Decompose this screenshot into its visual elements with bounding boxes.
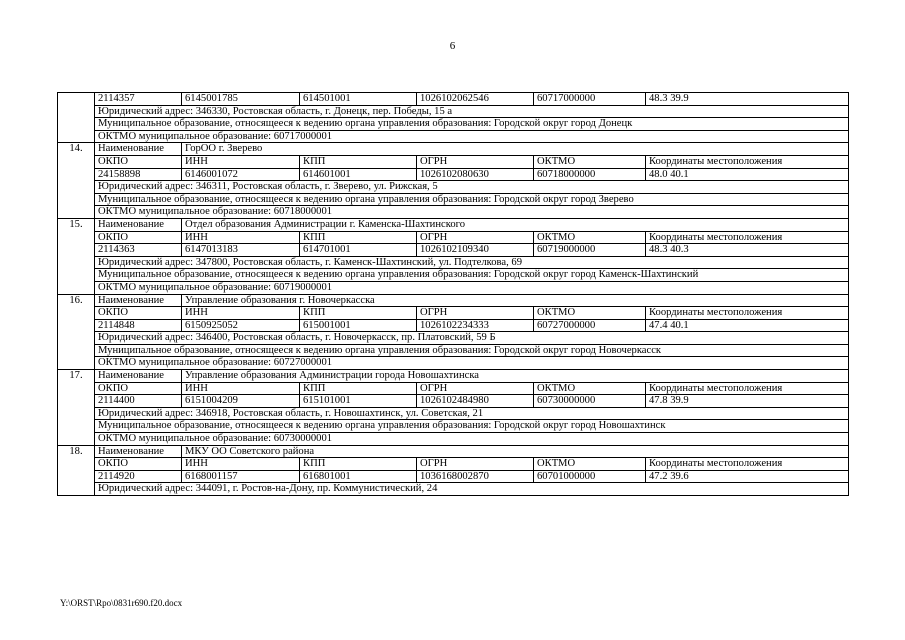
table-row [58, 168, 849, 181]
ogrn-value: 1026102062546 [417, 93, 534, 106]
table-row [58, 244, 849, 257]
kpp-value: 615001001 [300, 319, 417, 332]
inn-header: ИНН [182, 231, 300, 244]
inn-value: 6151004209 [182, 395, 300, 408]
kpp-header: КПП [300, 382, 417, 395]
coordinates-header: Координаты местоположения [646, 458, 849, 471]
table-row [58, 294, 849, 307]
table-row [58, 445, 849, 458]
municipality: Муниципальное образование, относящееся к ведению органа управления образования: Городской округ город Зверево [95, 193, 849, 206]
ogrn-header: ОГРН [417, 155, 534, 168]
entry-number: 14. [58, 143, 95, 219]
oktmo-value: 60718000000 [534, 168, 646, 181]
coordinates-value: 48.3 39.9 [646, 93, 849, 106]
table-row [58, 118, 849, 131]
okpo-value: 2114357 [95, 93, 182, 106]
okpo-value: 24158898 [95, 168, 182, 181]
inn-header: ИНН [182, 307, 300, 320]
ogrn-header: ОГРН [417, 458, 534, 471]
inn-value: 6146001072 [182, 168, 300, 181]
organization-name: Управление образования г. Новочеркасска [182, 294, 849, 307]
organization-name: МКУ ОО Советского района [182, 445, 849, 458]
table-row [58, 231, 849, 244]
kpp-value: 616801001 [300, 470, 417, 483]
table-row [58, 193, 849, 206]
inn-value: 6145001785 [182, 93, 300, 106]
coordinates-value: 48.3 40.3 [646, 244, 849, 257]
okpo-header: ОКПО [95, 155, 182, 168]
table-row [58, 206, 849, 219]
inn-value: 6150925052 [182, 319, 300, 332]
table-row [58, 483, 849, 496]
coordinates-value: 47.8 39.9 [646, 395, 849, 408]
table-row [58, 256, 849, 269]
table-body [58, 93, 849, 496]
table-row [58, 319, 849, 332]
ogrn-value: 1026102484980 [417, 395, 534, 408]
oktmo-municipality: ОКТМО муниципальное образование: 60730000001 [95, 433, 849, 446]
table-row [58, 155, 849, 168]
oktmo-header: ОКТМО [534, 307, 646, 320]
table-row [58, 370, 849, 383]
oktmo-municipality: ОКТМО муниципальное образование: 60717000001 [95, 130, 849, 143]
name-label: Наименование [95, 218, 182, 231]
inn-value: 6147013183 [182, 244, 300, 257]
table-row [58, 307, 849, 320]
kpp-header: КПП [300, 307, 417, 320]
oktmo-header: ОКТМО [534, 382, 646, 395]
oktmo-municipality: ОКТМО муниципальное образование: 60727000001 [95, 357, 849, 370]
municipality: Муниципальное образование, относящееся к ведению органа управления образования: Городской округ город Новошахтинск [95, 420, 849, 433]
table-row [58, 357, 849, 370]
kpp-value: 614601001 [300, 168, 417, 181]
oktmo-header: ОКТМО [534, 231, 646, 244]
okpo-value: 2114920 [95, 470, 182, 483]
okpo-value: 2114363 [95, 244, 182, 257]
coordinates-header: Координаты местоположения [646, 307, 849, 320]
entry-number: 15. [58, 218, 95, 294]
okpo-value: 2114400 [95, 395, 182, 408]
table-row [58, 269, 849, 282]
table-row [58, 344, 849, 357]
document-path: Y:\ORST\Rpo\0831r690.f20.docx [60, 598, 183, 608]
table-row [58, 458, 849, 471]
ogrn-value: 1026102234333 [417, 319, 534, 332]
entry-number: 18. [58, 445, 95, 495]
name-label: Наименование [95, 370, 182, 383]
ogrn-header: ОГРН [417, 382, 534, 395]
ogrn-value: 1036168002870 [417, 470, 534, 483]
legal-address: Юридический адрес: 346330, Ростовская область, г. Донецк, пер. Победы, 15 а [95, 105, 849, 118]
name-label: Наименование [95, 445, 182, 458]
kpp-header: КПП [300, 231, 417, 244]
legal-address: Юридический адрес: 346400, Ростовская область, г. Новочеркасск, пр. Платовский, 59 Б [95, 332, 849, 345]
okpo-header: ОКПО [95, 231, 182, 244]
oktmo-header: ОКТМО [534, 458, 646, 471]
municipality: Муниципальное образование, относящееся к ведению органа управления образования: Городской округ город Донецк [95, 118, 849, 131]
kpp-header: КПП [300, 155, 417, 168]
kpp-value: 614501001 [300, 93, 417, 106]
coordinates-value: 47.4 40.1 [646, 319, 849, 332]
table-row [58, 433, 849, 446]
oktmo-value: 60727000000 [534, 319, 646, 332]
oktmo-municipality: ОКТМО муниципальное образование: 60719000001 [95, 281, 849, 294]
table-row [58, 395, 849, 408]
organization-name: Отдел образования Администрации г. Каменска-Шахтинского [182, 218, 849, 231]
coordinates-header: Координаты местоположения [646, 155, 849, 168]
kpp-value: 615101001 [300, 395, 417, 408]
table-row [58, 143, 849, 156]
ogrn-header: ОГРН [417, 307, 534, 320]
table-row [58, 470, 849, 483]
table-row [58, 420, 849, 433]
legal-address: Юридический адрес: 346918, Ростовская область, г. Новошахтинск, ул. Советская, 21 [95, 407, 849, 420]
number-cell [58, 93, 95, 143]
organization-name: ГорОО г. Зверево [182, 143, 849, 156]
inn-value: 6168001157 [182, 470, 300, 483]
oktmo-value: 60701000000 [534, 470, 646, 483]
table-row [58, 281, 849, 294]
coordinates-header: Координаты местоположения [646, 382, 849, 395]
ogrn-value: 1026102109340 [417, 244, 534, 257]
table-row [58, 218, 849, 231]
okpo-header: ОКПО [95, 382, 182, 395]
page-number: 6 [449, 40, 456, 52]
table-row [58, 93, 849, 106]
oktmo-value: 60719000000 [534, 244, 646, 257]
coordinates-value: 48.0 40.1 [646, 168, 849, 181]
entry-number: 16. [58, 294, 95, 370]
okpo-value: 2114848 [95, 319, 182, 332]
coordinates-header: Координаты местоположения [646, 231, 849, 244]
oktmo-municipality: ОКТМО муниципальное образование: 60718000001 [95, 206, 849, 219]
ogrn-value: 1026102080630 [417, 168, 534, 181]
entry-number: 17. [58, 370, 95, 446]
table-row [58, 105, 849, 118]
oktmo-header: ОКТМО [534, 155, 646, 168]
legal-address: Юридический адрес: 344091, г. Ростов-на-Дону, пр. Коммунистический, 24 [95, 483, 849, 496]
coordinates-value: 47.2 39.6 [646, 470, 849, 483]
kpp-header: КПП [300, 458, 417, 471]
name-label: Наименование [95, 294, 182, 307]
inn-header: ИНН [182, 155, 300, 168]
table-row [58, 407, 849, 420]
table-row [58, 181, 849, 194]
table-row [58, 382, 849, 395]
legal-address: Юридический адрес: 346311, Ростовская область, г. Зверево, ул. Рижская, 5 [95, 181, 849, 194]
organizations-table [57, 92, 849, 496]
okpo-header: ОКПО [95, 307, 182, 320]
name-label: Наименование [95, 143, 182, 156]
okpo-header: ОКПО [95, 458, 182, 471]
table-row [58, 332, 849, 345]
municipality: Муниципальное образование, относящееся к ведению органа управления образования: Городской округ город Новочеркасск [95, 344, 849, 357]
oktmo-value: 60717000000 [534, 93, 646, 106]
table-row [58, 130, 849, 143]
legal-address: Юридический адрес: 347800, Ростовская область, г. Каменск-Шахтинский, ул. Подтелкова, 69 [95, 256, 849, 269]
kpp-value: 614701001 [300, 244, 417, 257]
municipality: Муниципальное образование, относящееся к ведению органа управления образования: Городской округ город Каменск-Шахтинский [95, 269, 849, 282]
inn-header: ИНН [182, 382, 300, 395]
inn-header: ИНН [182, 458, 300, 471]
ogrn-header: ОГРН [417, 231, 534, 244]
oktmo-value: 60730000000 [534, 395, 646, 408]
organization-name: Управление образования Администрации города Новошахтинска [182, 370, 849, 383]
